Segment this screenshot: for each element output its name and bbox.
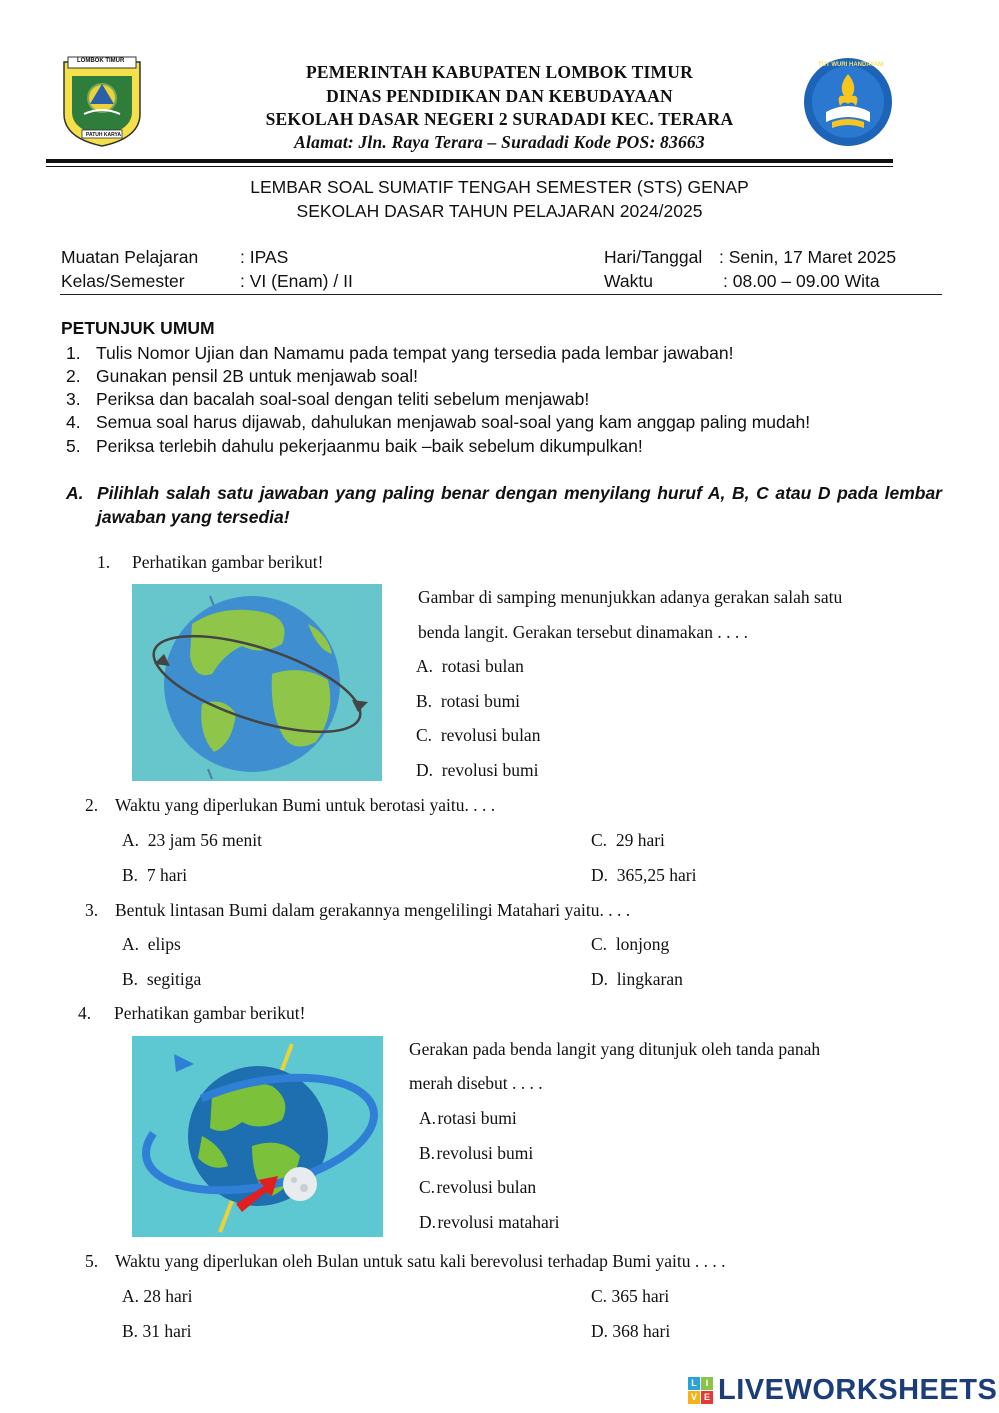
option-letter: A.	[122, 830, 140, 850]
answer-option[interactable]	[122, 934, 181, 955]
subject-value: : IPAS	[240, 247, 289, 267]
moon-revolution-image	[132, 1036, 383, 1237]
question-1-text: Perhatikan gambar berikut!	[132, 552, 324, 572]
question-3-text: Bentuk lintasan Bumi dalam gerakannya mengelilingi Matahari yaitu. . . .	[115, 900, 631, 920]
answer-option[interactable]	[416, 725, 540, 746]
option-text: 7 hari	[146, 865, 188, 885]
instruction-item	[66, 436, 643, 457]
time-label: Waktu	[604, 271, 653, 291]
time-value: : 08.00 – 09.00 Wita	[723, 271, 880, 291]
question-4-text: Perhatikan gambar berikut!	[114, 1003, 306, 1023]
option-text: segitiga	[146, 969, 202, 989]
answer-option[interactable]	[122, 1321, 192, 1342]
option-letter: A.	[416, 656, 434, 676]
instruction-text: Tulis Nomor Ujian dan Namamu pada tempat yang tersedia pada lembar jawaban!	[96, 343, 734, 363]
answer-option[interactable]	[419, 1177, 536, 1198]
question-4-number: 4.	[78, 1003, 92, 1023]
question-1-stem-line-2: benda langit. Gerakan tersebut dinamakan . . . .	[418, 622, 748, 642]
instruction-number: 5.	[66, 436, 81, 456]
answer-option[interactable]	[591, 934, 669, 955]
question-1-number: 1.	[97, 552, 111, 572]
instruction-number: 4.	[66, 412, 81, 432]
answer-option[interactable]	[416, 691, 520, 712]
question-5-text: Waktu yang diperlukan oleh Bulan untuk satu kali berevolusi terhadap Bumi yaitu . . . .	[115, 1251, 726, 1271]
option-letter: D.	[591, 969, 609, 989]
option-text: 23 jam 56 menit	[147, 830, 262, 850]
exam-title-line-1: LEMBAR SOAL SUMATIF TENGAH SEMESTER (STS) GENAP	[250, 177, 749, 197]
option-text: rotasi bumi	[437, 1108, 517, 1128]
letterhead-line-1: PEMERINTAH KABUPATEN LOMBOK TIMUR	[306, 62, 693, 82]
section-a-instruction	[66, 481, 942, 529]
option-text: rotasi bumi	[440, 691, 521, 711]
answer-option[interactable]	[122, 969, 201, 990]
answer-option[interactable]	[591, 830, 665, 851]
district-logo-label: LOMBOK TIMUR	[77, 58, 125, 64]
class-label: Kelas/Semester	[61, 271, 185, 291]
answer-option[interactable]	[122, 1286, 192, 1307]
answer-option[interactable]	[419, 1212, 559, 1233]
right-logo-motto: TUT WURI HANDAYANI	[818, 62, 884, 68]
question-3-number: 3.	[85, 900, 99, 920]
option-text: 365,25 hari	[616, 865, 697, 885]
option-text: 365 hari	[611, 1286, 670, 1306]
option-letter: C.	[591, 830, 608, 850]
option-letter: D.	[419, 1212, 437, 1232]
answer-option[interactable]	[591, 969, 683, 990]
date-label: Hari/Tanggal	[604, 247, 703, 267]
option-letter: B.	[416, 691, 433, 711]
option-letter: B.	[122, 969, 139, 989]
instruction-text: Periksa dan bacalah soal-soal dengan teliti sebelum menjawab!	[96, 389, 590, 409]
option-text: revolusi bumi	[436, 1143, 534, 1163]
option-letter: B.	[122, 1321, 139, 1341]
answer-option[interactable]	[122, 865, 187, 886]
letterhead-line-3: SEKOLAH DASAR NEGERI 2 SURADADI KEC. TERARA	[265, 109, 734, 129]
option-letter: C.	[416, 725, 433, 745]
answer-option[interactable]	[419, 1108, 517, 1129]
section-a-label: A.	[66, 483, 84, 503]
instruction-text: Semua soal harus dijawab, dahulukan menjawab soal-soal yang kam anggap paling mudah!	[96, 412, 811, 432]
district-logo-motto: PATUH KARYA	[86, 132, 122, 138]
liveworksheets-icon: L I V E	[688, 1377, 714, 1405]
question-1-stem-line-1: Gambar di samping menunjukkan adanya gerakan salah satu	[418, 587, 843, 607]
option-letter: D.	[416, 760, 434, 780]
date-value: : Senin, 17 Maret 2025	[719, 247, 897, 267]
answer-option[interactable]	[416, 656, 524, 677]
answer-option[interactable]	[419, 1143, 533, 1164]
earth-rotation-image	[132, 584, 382, 781]
answer-option[interactable]	[591, 1321, 670, 1342]
liveworksheets-logo	[688, 1374, 997, 1407]
option-text: 368 hari	[612, 1321, 671, 1341]
class-value: : VI (Enam) / II	[240, 271, 353, 291]
option-letter: D.	[591, 865, 609, 885]
option-text: 29 hari	[615, 830, 665, 850]
option-text: 31 hari	[142, 1321, 192, 1341]
answer-option[interactable]	[591, 1286, 669, 1307]
answer-option[interactable]	[122, 830, 262, 851]
answer-option[interactable]	[416, 760, 539, 781]
question-4-stem-line-2: merah disebut . . . .	[409, 1073, 543, 1093]
option-letter: D.	[591, 1321, 609, 1341]
question-5-number: 5.	[85, 1251, 99, 1271]
instruction-number: 3.	[66, 389, 81, 409]
liveworksheets-wordmark: LIVEWORKSHEETS	[718, 1374, 998, 1406]
section-a-text: Pilihlah salah satu jawaban yang paling benar dengan menyilang huruf A, B, C atau D pada lembar jawaban yang tersedia!	[97, 483, 942, 527]
letterhead-rule-thin	[46, 166, 893, 167]
option-text: rotasi bulan	[441, 656, 524, 676]
option-letter: A.	[122, 1286, 140, 1306]
instruction-number: 2.	[66, 366, 81, 386]
instruction-text: Gunakan pensil 2B untuk menjawab soal!	[96, 366, 419, 386]
instruction-item	[66, 343, 733, 364]
option-text: revolusi bulan	[436, 1177, 537, 1197]
option-letter: A.	[122, 934, 140, 954]
option-text: revolusi matahari	[437, 1212, 560, 1232]
option-text: revolusi bulan	[440, 725, 541, 745]
instruction-item	[66, 389, 589, 410]
instruction-item	[66, 366, 418, 387]
general-instructions-title: PETUNJUK UMUM	[61, 318, 215, 338]
instruction-text: Periksa terlebih dahulu pekerjaanmu baik –baik sebelum dikumpulkan!	[96, 436, 643, 456]
question-2-text: Waktu yang diperlukan Bumi untuk berotasi yaitu. . . .	[115, 795, 496, 815]
letterhead-line-2: DINAS PENDIDIKAN DAN KEBUDAYAAN	[326, 86, 673, 106]
option-text: 28 hari	[143, 1286, 193, 1306]
option-letter: C.	[591, 934, 608, 954]
option-letter: A.	[419, 1108, 437, 1128]
letterhead-rule-thick	[46, 159, 893, 163]
exam-title-line-2: SEKOLAH DASAR TAHUN PELAJARAN 2024/2025	[296, 201, 703, 221]
instruction-number: 1.	[66, 343, 81, 363]
instruction-item	[66, 412, 810, 433]
question-2-number: 2.	[85, 795, 99, 815]
option-text: lonjong	[615, 934, 670, 954]
option-letter: C.	[419, 1177, 436, 1197]
option-text: elips	[147, 934, 181, 954]
option-text: revolusi bumi	[441, 760, 539, 780]
letterhead-address: Alamat: Jln. Raya Terara – Suradadi Kode POS: 83663	[294, 132, 705, 152]
option-letter: C.	[591, 1286, 608, 1306]
option-letter: B.	[419, 1143, 436, 1163]
option-letter: B.	[122, 865, 139, 885]
meta-rule	[60, 294, 942, 295]
option-text: lingkaran	[616, 969, 683, 989]
question-4-stem-line-1: Gerakan pada benda langit yang ditunjuk oleh tanda panah	[409, 1039, 821, 1059]
answer-option[interactable]	[591, 865, 696, 886]
subject-label: Muatan Pelajaran	[61, 247, 199, 267]
